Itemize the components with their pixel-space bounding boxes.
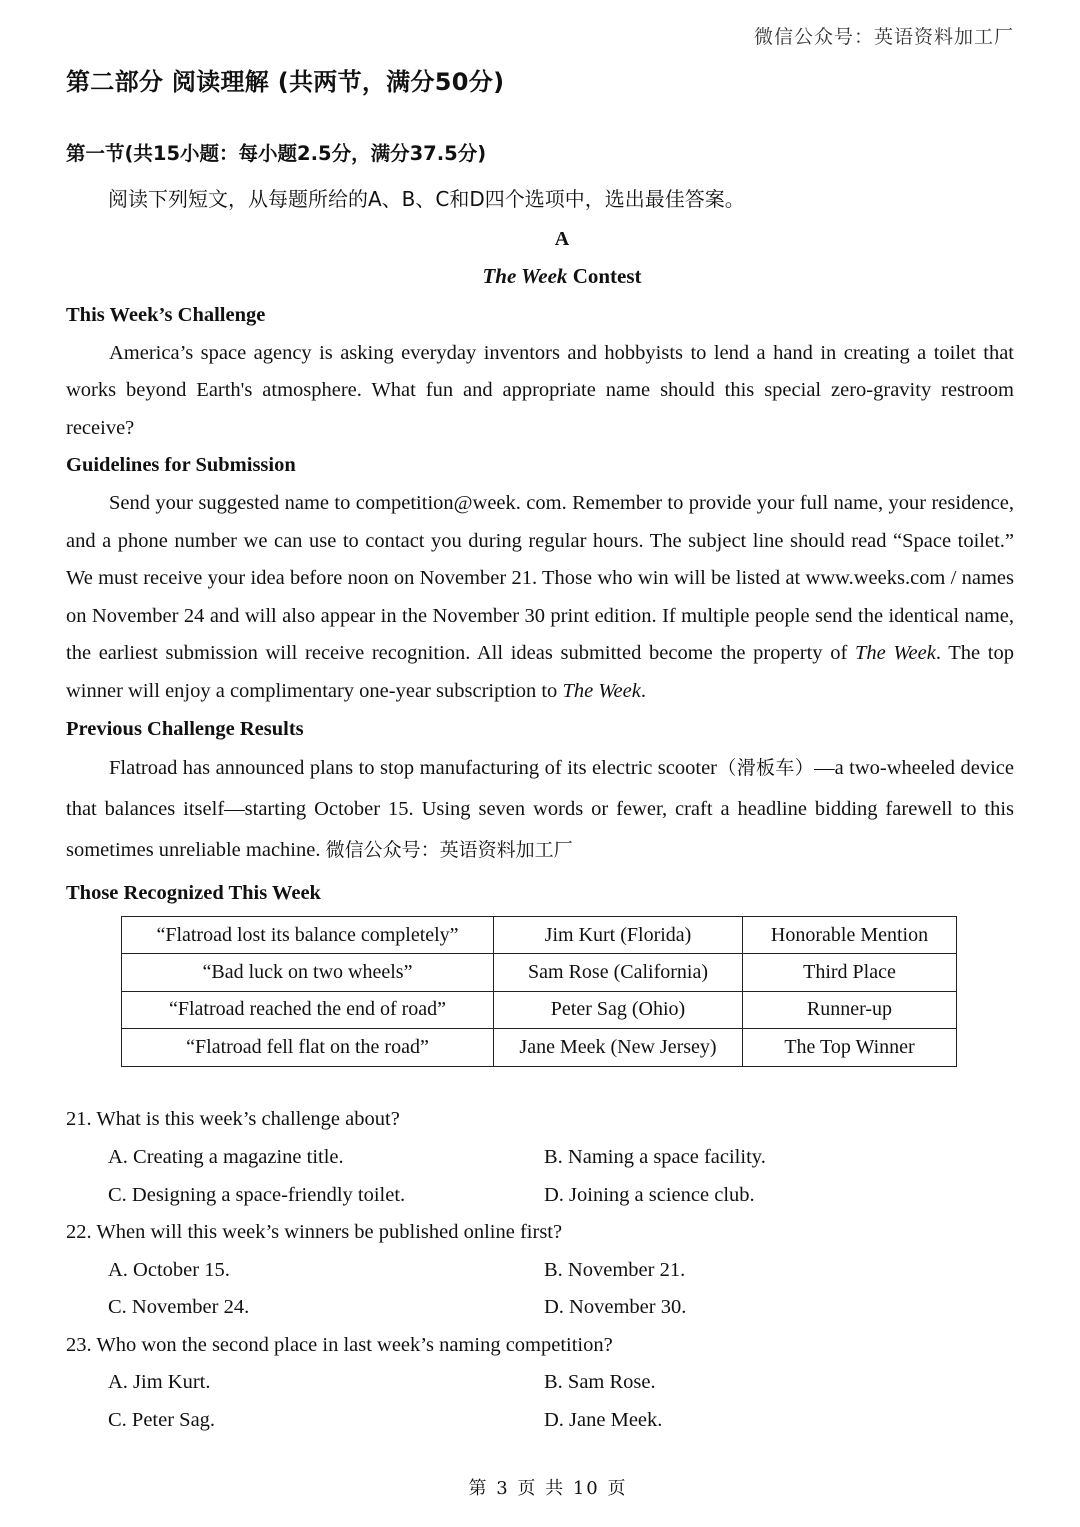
headline-cell: “Flatroad fell flat on the road” xyxy=(122,1029,494,1066)
previous-cn-gloss: （滑板车） xyxy=(717,757,815,780)
guidelines-italic-1: The Week xyxy=(854,642,936,665)
part-title: 第二部分 阅读理解 (共两节，满分50分) xyxy=(66,68,505,96)
table-row xyxy=(122,917,957,954)
headline-cell: “Flatroad reached the end of road” xyxy=(122,991,494,1028)
section-title: 第一节(共15小题：每小题2.5分，满分37.5分) xyxy=(66,142,487,165)
guidelines-heading: Guidelines for Submission xyxy=(66,454,296,477)
headline-cell: “Flatroad lost its balance completely” xyxy=(122,917,494,954)
question-21-option-a: A. Creating a magazine title. xyxy=(108,1146,344,1168)
question-22-option-b: B. November 21. xyxy=(544,1259,686,1281)
question-23-option-b: B. Sam Rose. xyxy=(544,1371,656,1393)
award-cell: Honorable Mention xyxy=(743,917,957,954)
award-cell: Third Place xyxy=(743,954,957,991)
name-cell: Peter Sag (Ohio) xyxy=(494,991,743,1028)
recognized-heading: Those Recognized This Week xyxy=(66,882,321,905)
guidelines-paragraph xyxy=(66,485,1014,711)
passage-body xyxy=(66,297,1014,913)
question-21-stem: 21. What is this week’s challenge about? xyxy=(66,1108,400,1130)
question-23-option-d: D. Jane Meek. xyxy=(544,1409,663,1431)
table-row xyxy=(122,991,957,1028)
header-watermark: 微信公众号：英语资料加工厂 xyxy=(753,26,1014,48)
question-23-option-c: C. Peter Sag. xyxy=(108,1409,216,1431)
guidelines-text-3: . xyxy=(640,679,646,702)
previous-text-2: —a two-wheeled device that balances itself—starting October 15. Using seven words or fewer, craft a headline bidding farewell to this sometimes unreliable machine. xyxy=(66,757,1014,862)
name-cell: Jim Kurt (Florida) xyxy=(494,917,743,954)
table-row xyxy=(122,1029,957,1066)
previous-heading: Previous Challenge Results xyxy=(66,717,304,740)
question-22-stem: 22. When will this week’s winners be published online first? xyxy=(66,1221,563,1243)
award-cell: The Top Winner xyxy=(743,1029,957,1066)
results-table xyxy=(121,916,957,1067)
question-21-option-c: C. Designing a space-friendly toilet. xyxy=(108,1184,406,1206)
table-row xyxy=(122,954,957,991)
guidelines-italic-2: The Week xyxy=(562,679,641,702)
previous-paragraph xyxy=(66,748,1014,871)
guidelines-text-2: . The top winner will enjoy a complimentary one-year subscription to xyxy=(66,642,1014,702)
question-21-option-b: B. Naming a space facility. xyxy=(544,1146,766,1168)
name-cell: Sam Rose (California) xyxy=(494,954,743,991)
question-23-stem: 23. Who won the second place in last week’s naming competition? xyxy=(66,1334,613,1356)
challenge-heading: This Week’s Challenge xyxy=(66,304,266,326)
challenge-paragraph: America’s space agency is asking everyday inventors and hobbyists to lend a hand in creating a toilet that works beyond Earth's atmosphere. What fun and appropriate name should this special zero-gravity restroom receive? xyxy=(66,341,1014,439)
award-cell: Runner-up xyxy=(743,991,957,1028)
inline-watermark: 微信公众号：英语资料加工厂 xyxy=(325,839,573,862)
question-22-option-c: C. November 24. xyxy=(108,1296,250,1318)
name-cell: Jane Meek (New Jersey) xyxy=(494,1029,743,1066)
page-footer: 第 3 页 共 10 页 xyxy=(468,1478,628,1499)
instruction: 阅读下列短文，从每题所给的A、B、C和D四个选项中，选出最佳答案。 xyxy=(108,187,745,211)
question-22-option-d: D. November 30. xyxy=(544,1296,687,1318)
question-21-option-d: D. Joining a science club. xyxy=(544,1184,755,1206)
passage-title-rest: Contest xyxy=(567,264,642,288)
question-23-option-a: A. Jim Kurt. xyxy=(108,1371,211,1393)
question-22-option-a: A. October 15. xyxy=(108,1259,230,1281)
passage-title xyxy=(0,264,1080,289)
passage-letter: A xyxy=(554,228,570,250)
previous-text-1: Flatroad has announced plans to stop manufacturing of its electric scooter xyxy=(109,757,718,780)
headline-cell: “Bad luck on two wheels” xyxy=(122,954,494,991)
passage-title-italic: The Week xyxy=(482,264,568,288)
guidelines-text-1: Send your suggested name to competition@week. com. Remember to provide your full name, your residence, and a phone number we can use to contact you during regular hours. The subject line should read “Space toilet.” We must receive your idea before noon on November 21. Those who win will be listed at www.weeks.com / names on November 24 and will also appear in the November 30 print edition. If multiple people send the identical name, the earliest submission will receive recognition. All ideas submitted become the property of xyxy=(66,491,1014,665)
